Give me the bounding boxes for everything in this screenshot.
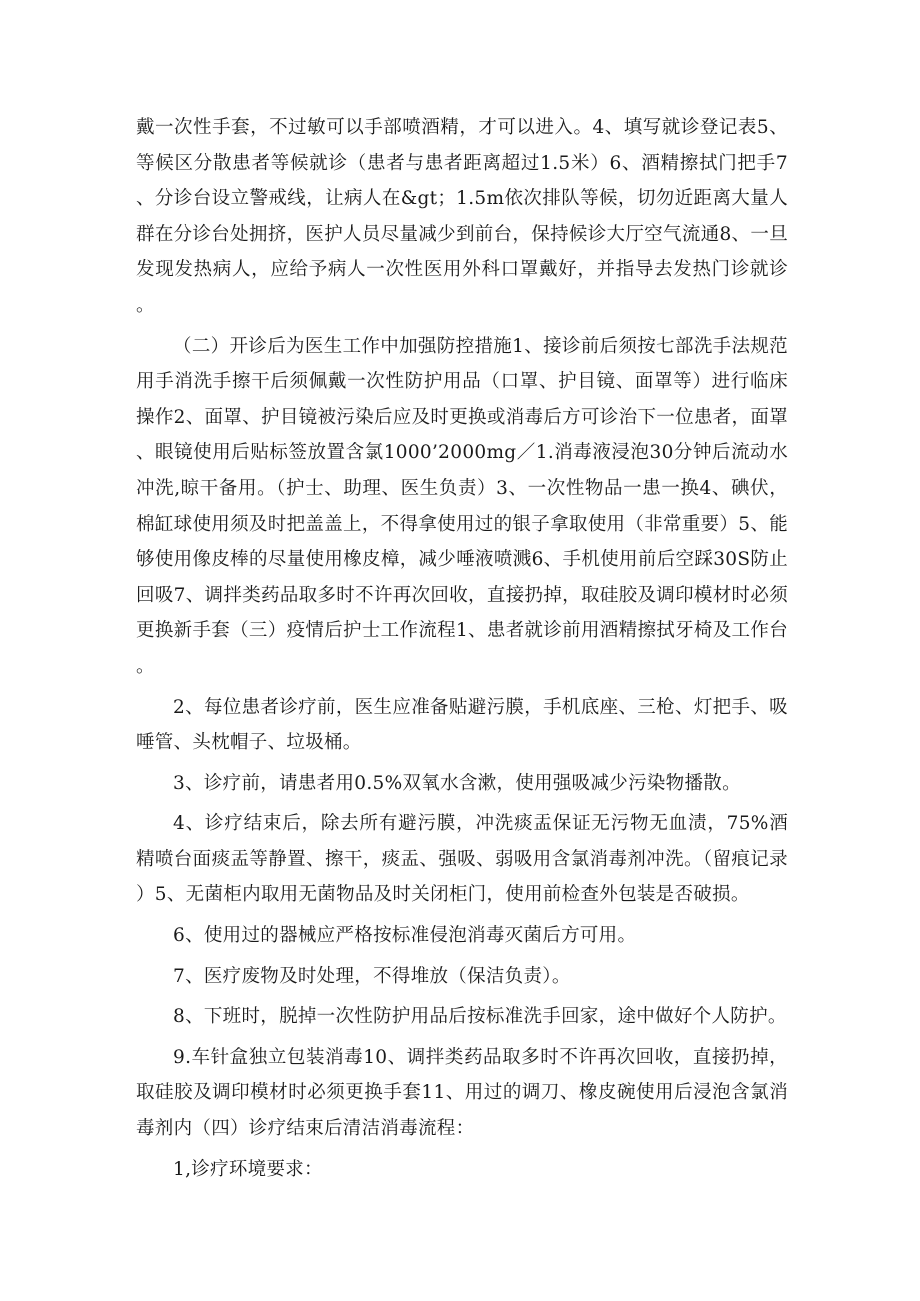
paragraph-step-9: 9.车针盒独立包装消毒10、调拌类药品取多时不许再次回收，直接扔掉，取硅胶及调印模材时必须更换手套11、用过的调刀、橡皮碗使用后浸泡含氯消毒剂内（四）诊疗结束后清洁消毒流程： xyxy=(136,1046,788,1140)
paragraph-step-8: 8、下班时，脱掉一次性防护用品后按标准洗手回家，途中做好个人防护。 xyxy=(173,1006,787,1028)
paragraph-environment-heading: 1,诊疗环境要求： xyxy=(173,1158,323,1180)
paragraph-step-6: 6、使用过的器械应严格按标准侵泡消毒灭菌后方可用。 xyxy=(173,925,637,947)
document-body xyxy=(136,110,788,1187)
paragraph-step-7: 7、医疗废物及时处理，不得堆放（保洁负责）。 xyxy=(173,965,571,987)
paragraph-doctor-measures: （二）开诊后为医生工作中加强防控措施1、接诊前后须按七部洗手法规范用手消洗手擦干后须佩戴一次性防护用品（口罩、护目镜、面罩等）进行临床操作2、面罩、护目镜被污染后应及时更换或消毒后方可诊治下一位患者，面罩、眼镜使用后贴标签放置含氯1000’2000mg／1.消毒液浸泡30分钟后流动水冲洗,晾干备用。（护士、助理、医生负责）3、一次性物品一患一换4、碘伏，棉缸球使用须及时把盖盖上，不得拿使用过的银子拿取使用（非常重要）5、能够使用像皮棒的尽量使用橡皮樟，减少唾液喷溅6、手机使用前后空踩30S防止回吸7、调拌类药品取多时不许再次回收，直接扔掉，取硅胶及调印模材时必须更换新手套（三）疫情后护士工作流程1、患者就诊前用酒精擦拭牙椅及工作台。 xyxy=(136,335,788,677)
paragraph-step-4: 4、诊疗结束后，除去所有避污膜，冲洗痰盂保证无污物无血渍，75%酒精喷台面痰盂等静置、擦干，痰盂、强吸、弱吸用含氯消毒剂冲洗。（留痕记录）5、无菌柜内取用无菌物品及时关闭柜门，使用前检查外包装是否破损。 xyxy=(136,813,788,906)
paragraph-registration: 戴一次性手套，不过敏可以手部喷酒精，才可以进入。4、填写就诊登记表5、等候区分散患者等候就诊（患者与患者距离超过1.5米）6、酒精擦拭门把手7、分诊台设立警戒线，让病人在&gt；1.5m依次排队等候，切勿近距离大量人群在分诊台处拥挤，医护人员尽量减少到前台，保持候诊大厅空气流通8、一旦发现发热病人，应给予病人一次性医用外科口罩戴好，并指导去发热门诊就诊。 xyxy=(136,117,788,316)
paragraph-step-3: 3、诊疗前，请患者用0.5%双氧水含漱，使用强吸减少污染物播散。 xyxy=(173,772,741,794)
paragraph-step-2: 2、每位患者诊疗前，医生应准备贴避污膜，手机底座、三枪、灯把手、吸唾管、头枕帽子、垃圾桶。 xyxy=(136,696,788,754)
